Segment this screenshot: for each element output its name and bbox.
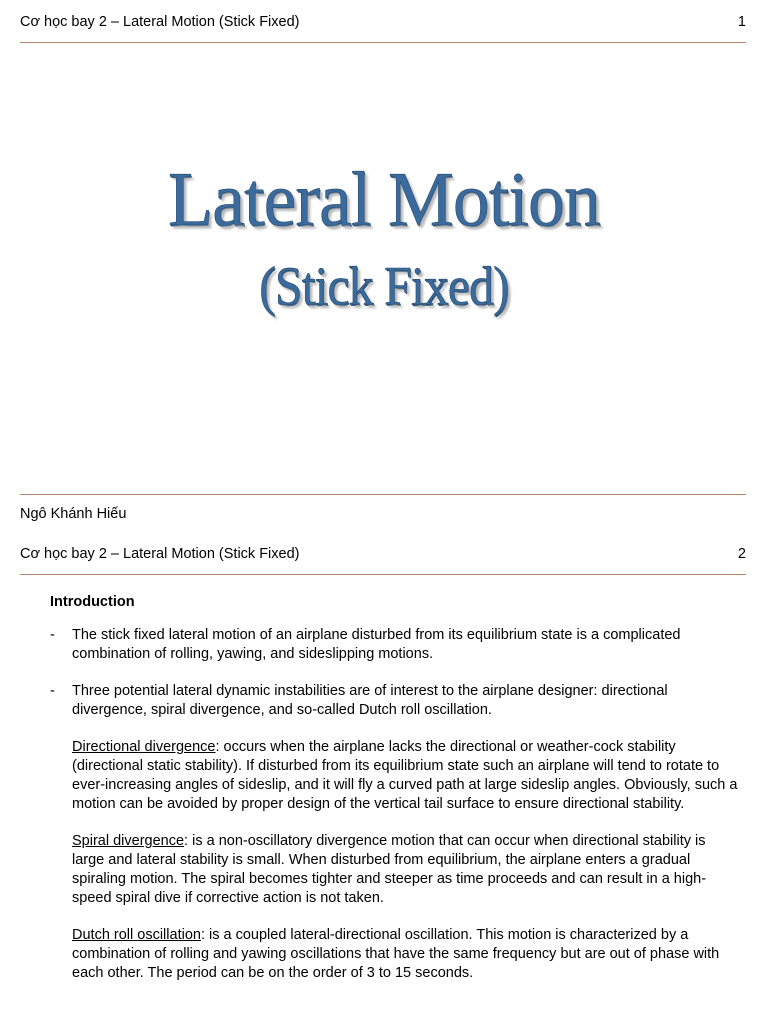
page1-footer-rule <box>20 494 746 495</box>
definition-spiral-divergence <box>50 832 740 908</box>
definition-term: Directional divergence <box>72 739 216 755</box>
document-title: Lateral Motion <box>168 156 600 244</box>
bullet-text: The stick fixed lateral motion of an airplane disturbed from its equilibrium state is a complicated combination of rolling, yawing, and sideslipping motions. <box>72 627 681 662</box>
page2-content <box>50 593 740 1001</box>
page1-header <box>20 11 746 33</box>
definition-term: Dutch roll oscillation <box>72 927 201 943</box>
bullet-item <box>50 626 740 664</box>
definition-dutch-roll <box>50 926 740 983</box>
definition-text: : occurs when the airplane lacks the directional or weather-cock stability (directional static stability). If disturbed from its equilibrium state such an airplane will tend to rotate to ever-increasing angles of sideslip, and it will fly a curved path at large sideslip angles. Obviously, such a motion can be avoided by proper design of the vertical tail surface to ensure directional stability. <box>72 739 738 812</box>
page1-header-title: Cơ học bay 2 – Lateral Motion (Stick Fixed) <box>20 14 300 30</box>
definition-term: Spiral divergence <box>72 833 185 849</box>
definition-text: : is a non-oscillatory divergence motion that can occur when directional stability is large and lateral stability is small. When disturbed from equilibrium, the airplane enters a gradual spiraling motion. The spiral becomes tighter and steeper as time proceeds and can result in a high-speed spiral dive if corrective action is not taken. <box>72 833 707 906</box>
page2-page-number: 2 <box>737 546 746 562</box>
definition-text: : is a coupled lateral-directional oscillation. This motion is characterized by a combination of rolling and yawing oscillations that have the same frequency but are out of phase with each other. The period can be on the order of 3 to 15 seconds. <box>72 927 720 981</box>
section-heading: Introduction <box>50 594 135 610</box>
page2-header-title: Cơ học bay 2 – Lateral Motion (Stick Fixed) <box>20 546 300 562</box>
page1-page-number: 1 <box>737 14 746 30</box>
bullet-dash: - <box>50 683 55 699</box>
definition-directional-divergence <box>50 738 740 814</box>
page2-header-rule <box>20 574 746 575</box>
page1-header-rule <box>20 42 746 43</box>
bullet-item <box>50 682 740 720</box>
page2-header <box>20 543 746 565</box>
document-subtitle: (Stick Fixed) <box>259 255 509 317</box>
bullet-dash: - <box>50 627 55 643</box>
bullet-text: Three potential lateral dynamic instabilities are of interest to the airplane designer: directional divergence, spiral divergence, and so-called Dutch roll oscillation. <box>72 683 668 718</box>
author-name: Ngô Khánh Hiếu <box>20 506 127 522</box>
